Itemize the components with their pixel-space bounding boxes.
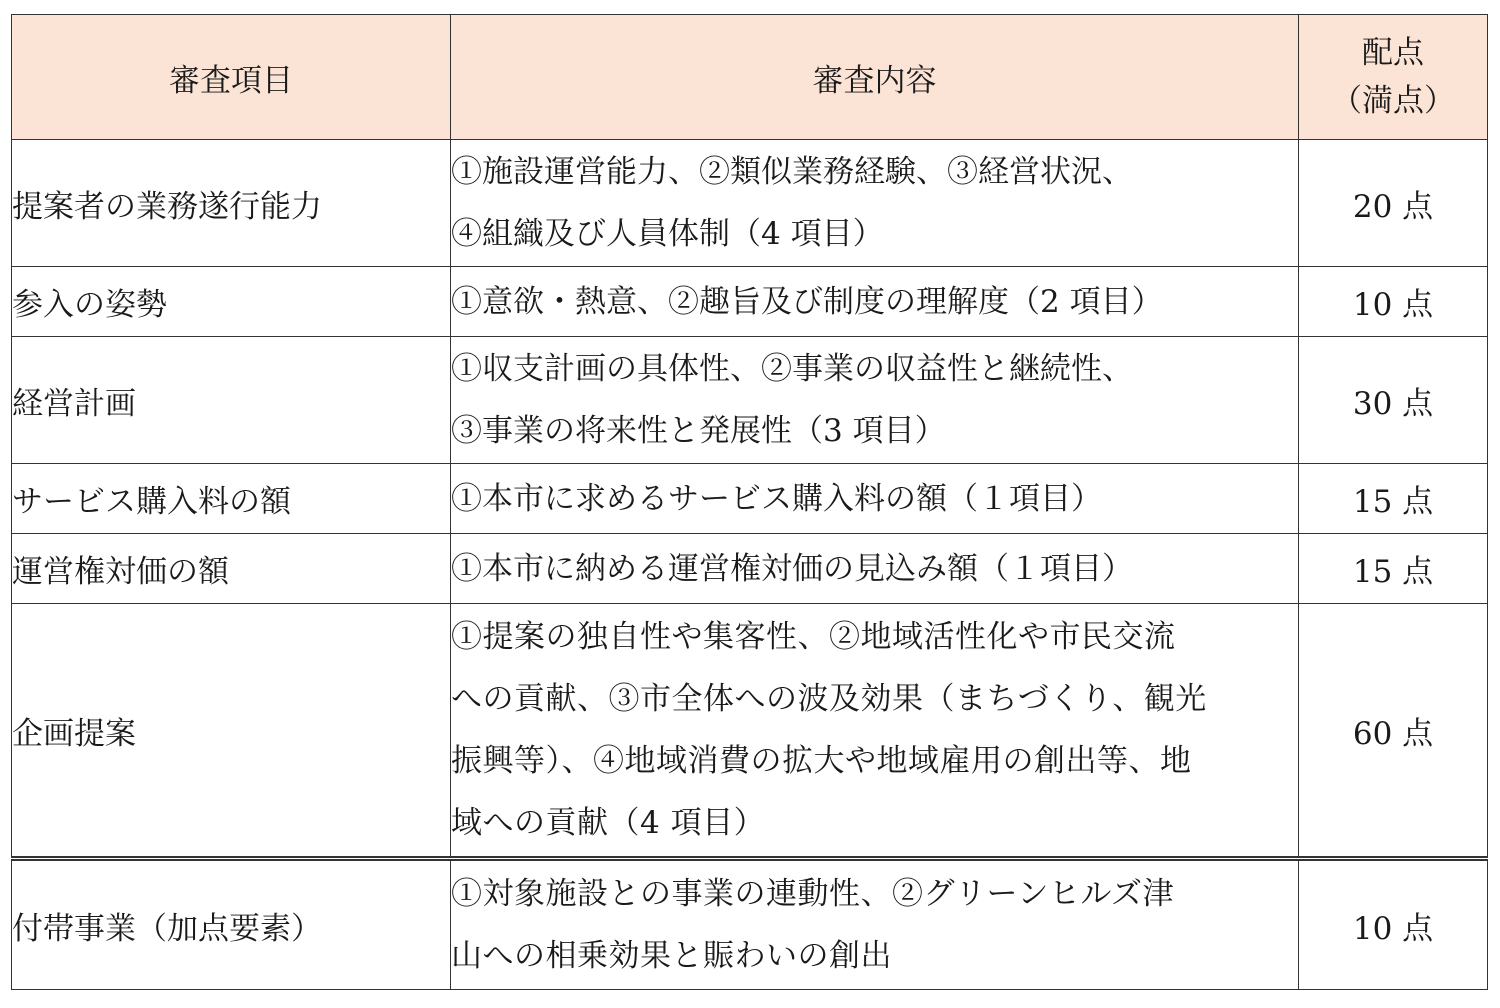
row-score: 15 点 xyxy=(1299,534,1488,604)
row-content xyxy=(451,604,1299,859)
content-line: ①対象施設との事業の連動性、②グリーンヒルズ津 xyxy=(451,876,1174,912)
table-row xyxy=(12,859,1488,990)
table-row xyxy=(12,534,1488,604)
row-content xyxy=(451,267,1299,337)
scoring-table xyxy=(11,14,1488,990)
row-item: 参入の姿勢 xyxy=(12,267,451,337)
row-item: サービス購入料の額 xyxy=(12,464,451,534)
content-line: ③事業の将来性と発展性（3 項目） xyxy=(451,413,946,449)
row-score: 20 点 xyxy=(1299,140,1488,267)
table-row xyxy=(12,140,1488,267)
header-item: 審査項目 xyxy=(12,15,451,140)
table-row xyxy=(12,464,1488,534)
row-content xyxy=(451,140,1299,267)
content-line: ①本市に納める運営権対価の見込み額（１項目） xyxy=(451,550,1133,587)
content-line: ①提案の独自性や集客性、②地域活性化や市民交流 xyxy=(451,619,1176,655)
row-score: 10 点 xyxy=(1299,859,1488,990)
row-content xyxy=(451,337,1299,464)
table-row xyxy=(12,267,1488,337)
row-item: 運営権対価の額 xyxy=(12,534,451,604)
row-score: 30 点 xyxy=(1299,337,1488,464)
row-content xyxy=(451,534,1299,604)
content-line: 域への貢献（4 項目） xyxy=(451,805,766,841)
content-line: ①施設運営能力、②類似業務経験、③経営状況、 xyxy=(451,154,1133,190)
row-score: 10 点 xyxy=(1299,267,1488,337)
row-item: 提案者の業務遂行能力 xyxy=(12,140,451,267)
table-row xyxy=(12,337,1488,464)
header-content: 審査内容 xyxy=(451,15,1299,140)
content-line: 山への相乗効果と賑わいの創出 xyxy=(451,938,892,974)
content-line: 振興等）、④地域消費の拡大や地域雇用の創出等、地 xyxy=(451,743,1192,779)
content-line: ①意欲・熱意、②趣旨及び制度の理解度（2 項目） xyxy=(451,283,1163,320)
content-line: ①収支計画の具体性、②事業の収益性と継続性、 xyxy=(451,351,1133,387)
header-score xyxy=(1299,15,1488,140)
table-row xyxy=(12,604,1488,859)
content-line: への貢献、③市全体への波及効果（まちづくり、観光 xyxy=(451,681,1207,717)
row-score: 60 点 xyxy=(1299,604,1488,859)
header-row xyxy=(12,15,1488,140)
row-item: 企画提案 xyxy=(12,604,451,859)
row-score: 15 点 xyxy=(1299,464,1488,534)
content-line: ①本市に求めるサービス購入料の額（１項目） xyxy=(451,480,1102,517)
row-content xyxy=(451,464,1299,534)
content-line: ④組織及び人員体制（4 項目） xyxy=(451,216,884,252)
header-score-sub: （満点） xyxy=(1331,83,1455,119)
row-item: 経営計画 xyxy=(12,337,451,464)
header-score-label: 配点 xyxy=(1362,35,1424,71)
row-item: 付帯事業（加点要素） xyxy=(12,859,451,990)
row-content xyxy=(451,859,1299,990)
